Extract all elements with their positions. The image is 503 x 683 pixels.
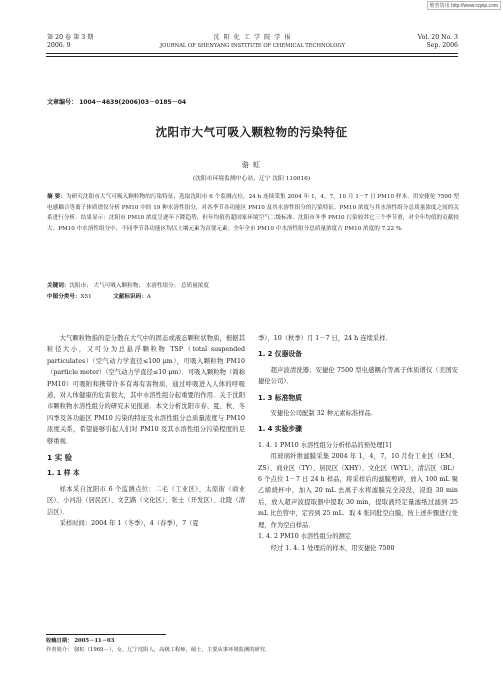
abstract-text: 为研究沈阳市大气可吸入颗粒物的污染特征，选取沈阳市 6 个监测点位，24 h 连续采集 2004 年 1，4，7，10 月 1－7 日 PM10 样本．用安捷伦 7500 型电感耦合等离子体质谱仪分析 PM10 中的 19 种水溶性组分，对各季节各功能区 PM10 及其水溶性组分的污染特征、PM10 浓度与其水溶性组分总质量浓度之间的关系进行分析．结果显示：沈阳市 PM10 浓度呈逐年下降趋势，但年均值仍超国家环境空气二级标准．沈阳市冬季 PM10 污染较其它三个季节重，对全年均值的贡献较大；PM10 中水溶性组分中，不同季节各功能区均以土壤元素为首要元素；全年全市 PM10 中水溶性组分总质量浓度占 PM10 浓度的 7.22 %． xyxy=(47,194,459,232)
keywords xyxy=(47,281,459,292)
author-bio: 作者简介： 骆虹（1969－），女，辽宁沈阳人，高级工程师，硕士，主要从事环境监测的研究． xyxy=(46,647,271,653)
paper-title: 沈阳市大气可吸入颗粒物的污染特征 xyxy=(155,125,348,139)
author-name: 骆 虹 xyxy=(241,161,262,169)
doc-code-label: 文献标识码： xyxy=(113,294,147,300)
article-number: 文章编号： 1004－4639(2006)03－0185－04 xyxy=(47,99,187,106)
pretreatment-paragraph: 用玻璃纤维滤膜采集 2004 年 1，4，7，10 月份工业区（EM、ZS）、商业区（TY）、居民区（XHY）、文化区（WYL）、清洁区（BL）6 个点位 1－7 日 24 h 样品，将采样后的滤膜剪碎，放入 100 mL 聚乙烯烧杯中，加入 20 mL 去离子水将滤膜完全浸没，浸泡 30 min 后，放入超声波提取器中提取 30 min，提取液经定量滤纸过滤到 25 mL 比色管中，定容到 25 mL．取 4 张同批空白膜，按上述步骤进行处理，作为空白样品． xyxy=(258,453,458,529)
section-1-1-heading: 1. 1 样 本 xyxy=(47,469,80,478)
section-1-heading: 1 实 验 xyxy=(47,453,73,463)
measurement-paragraph: 经过 1. 4. 1 处理后的样本，用安捷伦 7500 xyxy=(270,544,395,552)
keywords-label: 关键词： xyxy=(47,283,70,289)
volume-issue: 第 20 卷 第 3 期 xyxy=(47,34,94,41)
volume-issue-en: Vol. 20 No. 3 xyxy=(417,34,458,41)
clc-value: X51 xyxy=(80,294,92,300)
intro-paragraph: 大气颗粒物指的是分散在大气中的固态或液态颗粒状物质，根据其粒径大小，又可分为总悬浮颗粒物 TSP（total suspended particulates）（空气动力学直径≤100 μm），可吸入颗粒物 PM10（particle meter）（空气动力学直径≤10 μm）．可吸入颗粒物（简称 PM10）可吸附和携带许多有毒有害物质，通过呼吸进入人体的呼吸道，对人体健康的危害很大，其中水溶性组分起重要的作用．关于沈阳市颗粒物水溶性组分的研究未见报道．本文分析沈阳市春、夏、秋、冬四季及各功能区 PM10 污染的特征及水溶性组分总质量浓度与 PM10 浓度关系，希望能够引起人们对 PM10 及其水溶性组分污染程度的足够重视． xyxy=(47,335,245,445)
keywords-text: 沈阳市； 大气可吸入颗粒物； 水溶性组分； 总质量浓度 xyxy=(69,283,209,289)
abstract-label: 摘 要： xyxy=(47,194,66,200)
equipment-paragraph: 超声波清洗器；安捷伦 7500 型电感耦合等离子体质谱仪（美国安捷伦公司）． xyxy=(258,366,458,386)
left-column xyxy=(47,333,245,530)
section-1-2-heading: 1. 2 仪器设备 xyxy=(258,350,302,359)
section-1-4-heading: 1. 4 实验步骤 xyxy=(258,425,302,434)
classification xyxy=(47,292,459,303)
issue-date-en: Sep. 2006 xyxy=(426,42,458,49)
watermark-stamp: 维普资讯 http://www.cqvip.com xyxy=(427,1,501,10)
journal-name-en: JOURNAL OF SHENYANG INSTITUTE OF CHEMICAL TECHNOLOGY xyxy=(159,43,346,49)
right-column xyxy=(258,333,458,554)
sample-paragraph: 样本采自沈阳市 6 个监测点位：二毛（工业区）、太原街（商业区）、小河沿（居民区）、文艺路（文化区）、张士（开发区）、北陵（清洁区）． xyxy=(47,485,245,516)
journal-name-cn: 沈 阳 化 工 学 院 学 报 xyxy=(213,34,292,41)
clc-label: 中图分类号： xyxy=(47,294,81,300)
section-1-3-heading: 1. 3 标准物质 xyxy=(258,393,302,402)
standards-paragraph: 安捷伦公司配制 32 种元素标准样品． xyxy=(270,410,378,418)
subsection-1-4-1-heading: 1. 4. 1 PM10 水溶性组分分析样品的预处理[1] xyxy=(258,441,392,449)
header-rule-bottom xyxy=(46,56,458,57)
journal-volume-en xyxy=(418,34,458,50)
journal-volume xyxy=(47,34,93,50)
subsection-1-4-2-heading: 1. 4. 2 PM10 水溶性组分的测定 xyxy=(258,533,352,541)
header-rule-top xyxy=(46,53,458,54)
received-date: 收稿日期： 2005－11－03 xyxy=(46,638,115,644)
author-affiliation: (沈阳市环境监测中心站，辽宁 沈阳 110016) xyxy=(192,176,311,182)
sampling-time-paragraph: 采样时间：2004 年 1（冬季），4（春季），7（夏 xyxy=(59,520,199,528)
abstract xyxy=(47,192,459,234)
footnote-rule xyxy=(46,634,166,635)
footnote xyxy=(46,637,458,655)
sampling-time-continued: 季），10（秋季）月 1－7 日，24 h 连续采样． xyxy=(258,335,392,342)
issue-date: 2006. 9 xyxy=(47,42,71,49)
journal-name xyxy=(130,34,375,50)
doc-code-value: A xyxy=(146,294,151,300)
